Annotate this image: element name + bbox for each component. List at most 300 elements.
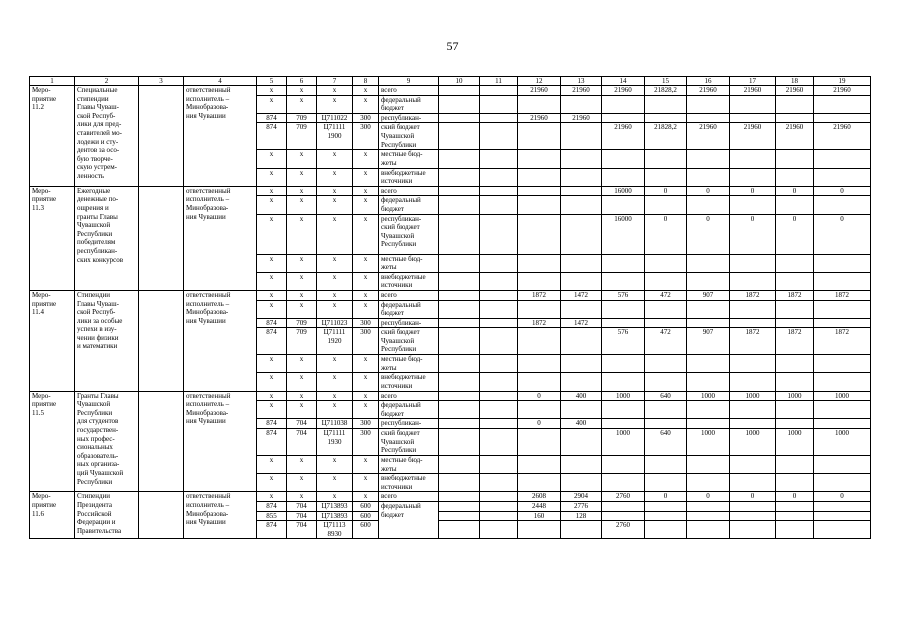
value-cell — [814, 419, 871, 429]
value-cell: 21960 — [730, 123, 776, 150]
value-cell: 2776 — [561, 502, 602, 512]
value-cell: 0 — [814, 186, 871, 196]
value-cell: 1000 — [602, 429, 645, 456]
funding-source: федеральный бюджет — [379, 401, 439, 419]
value-cell — [687, 511, 730, 521]
value-cell — [561, 123, 602, 150]
value-cell: 0 — [687, 214, 730, 254]
value-cell — [730, 355, 776, 373]
expense-type-code: х — [353, 300, 379, 318]
value-cell — [776, 401, 814, 419]
section-code: х — [287, 401, 317, 419]
value-cell — [730, 150, 776, 168]
grbs-code: х — [257, 290, 287, 300]
table-row — [30, 186, 871, 196]
target-article-code: Ц71111 1930 — [317, 429, 353, 456]
value-cell — [730, 254, 776, 272]
grbs-code: х — [257, 196, 287, 214]
value-cell — [730, 196, 776, 214]
value-cell: 21960 — [561, 86, 602, 96]
value-cell — [814, 318, 871, 328]
value-cell — [561, 254, 602, 272]
funding-source: республикан- — [379, 113, 439, 123]
value-cell — [776, 355, 814, 373]
value-cell — [439, 168, 480, 186]
responsible-executor: ответственный исполнитель – Минобразова- ния Чувашии — [184, 290, 257, 391]
value-cell: 0 — [645, 186, 687, 196]
measure-name: Стипендии Президента Российской Федерации и Правительства — [75, 492, 139, 539]
responsible-executor: ответственный исполнитель – Минобразова- ния Чувашии — [184, 186, 257, 290]
value-cell — [730, 113, 776, 123]
value-cell: 16000 — [602, 214, 645, 254]
column-number: 11 — [480, 77, 518, 86]
target-article-code: Ц711022 — [317, 113, 353, 123]
section-code: х — [287, 186, 317, 196]
value-cell — [730, 401, 776, 419]
value-cell — [439, 254, 480, 272]
value-cell — [561, 300, 602, 318]
value-cell — [518, 95, 561, 113]
funding-source: всего — [379, 391, 439, 401]
value-cell — [730, 373, 776, 391]
value-cell: 0 — [730, 214, 776, 254]
grbs-code: х — [257, 95, 287, 113]
grbs-code: 874 — [257, 419, 287, 429]
value-cell — [561, 196, 602, 214]
value-cell — [439, 419, 480, 429]
value-cell — [480, 300, 518, 318]
value-cell — [602, 419, 645, 429]
section-code: 704 — [287, 419, 317, 429]
funding-source: местные бюд- жеты — [379, 150, 439, 168]
column-number: 8 — [353, 77, 379, 86]
grbs-code: х — [257, 474, 287, 492]
value-cell — [776, 511, 814, 521]
value-cell: 1000 — [776, 429, 814, 456]
value-cell — [687, 521, 730, 539]
value-cell — [730, 521, 776, 539]
value-cell: 21828,2 — [645, 123, 687, 150]
value-cell — [561, 328, 602, 355]
grbs-code: х — [257, 373, 287, 391]
value-cell — [518, 168, 561, 186]
grbs-code: х — [257, 272, 287, 290]
target-article-code: х — [317, 373, 353, 391]
funding-source: местные бюд- жеты — [379, 254, 439, 272]
value-cell — [561, 474, 602, 492]
funding-source: республикан- — [379, 419, 439, 429]
funding-source: ский бюджет Чувашской Республики — [379, 429, 439, 456]
value-cell: 400 — [561, 391, 602, 401]
target-article-code: х — [317, 150, 353, 168]
value-cell — [480, 186, 518, 196]
target-article-code: х — [317, 401, 353, 419]
section-code: 704 — [287, 429, 317, 456]
value-cell — [439, 95, 480, 113]
value-cell — [602, 168, 645, 186]
value-cell — [439, 272, 480, 290]
target-article-code: х — [317, 492, 353, 502]
value-cell: 1000 — [730, 391, 776, 401]
value-cell — [518, 355, 561, 373]
value-cell — [776, 168, 814, 186]
value-cell — [776, 196, 814, 214]
expense-type-code: 300 — [353, 328, 379, 355]
value-cell: 576 — [602, 328, 645, 355]
funding-source: местные бюд- жеты — [379, 456, 439, 474]
value-cell — [480, 429, 518, 456]
grbs-code: х — [257, 186, 287, 196]
funding-source: федеральный бюджет — [379, 300, 439, 318]
value-cell: 160 — [518, 511, 561, 521]
value-cell — [518, 150, 561, 168]
value-cell: 21960 — [518, 113, 561, 123]
value-cell — [645, 150, 687, 168]
value-cell — [645, 521, 687, 539]
value-cell — [602, 272, 645, 290]
value-cell: 640 — [645, 429, 687, 456]
value-cell — [687, 272, 730, 290]
value-cell — [776, 502, 814, 512]
column-number: 1 — [30, 77, 75, 86]
target-article-code: Ц71113 8930 — [317, 521, 353, 539]
value-cell — [687, 355, 730, 373]
funding-source: всего — [379, 186, 439, 196]
value-cell — [480, 196, 518, 214]
section-code: х — [287, 272, 317, 290]
measure-id: Меро- приятие 11.4 — [30, 290, 75, 391]
goal-indicator — [139, 86, 184, 187]
value-cell — [480, 492, 518, 502]
value-cell: 1472 — [561, 290, 602, 300]
value-cell — [602, 318, 645, 328]
value-cell — [814, 355, 871, 373]
value-cell — [730, 419, 776, 429]
value-cell: 400 — [561, 419, 602, 429]
value-cell — [776, 474, 814, 492]
value-cell — [439, 391, 480, 401]
value-cell — [480, 168, 518, 186]
expense-type-code: 600 — [353, 521, 379, 539]
value-cell — [814, 254, 871, 272]
measure-id: Меро- приятие 11.2 — [30, 86, 75, 187]
expense-type-code: х — [353, 373, 379, 391]
value-cell — [730, 511, 776, 521]
value-cell — [687, 419, 730, 429]
value-cell — [439, 113, 480, 123]
grbs-code: х — [257, 300, 287, 318]
value-cell — [561, 401, 602, 419]
column-number: 17 — [730, 77, 776, 86]
value-cell — [687, 300, 730, 318]
value-cell — [439, 328, 480, 355]
target-article-code: х — [317, 391, 353, 401]
value-cell — [645, 113, 687, 123]
target-article-code: х — [317, 300, 353, 318]
grbs-code: х — [257, 150, 287, 168]
value-cell: 21960 — [687, 123, 730, 150]
value-cell — [480, 290, 518, 300]
expense-type-code: 300 — [353, 123, 379, 150]
funding-source: всего — [379, 290, 439, 300]
value-cell — [439, 290, 480, 300]
value-cell: 0 — [776, 186, 814, 196]
column-number: 18 — [776, 77, 814, 86]
measure-id: Меро- приятие 11.6 — [30, 492, 75, 539]
value-cell: 21960 — [776, 86, 814, 96]
value-cell: 21960 — [602, 123, 645, 150]
value-cell — [602, 150, 645, 168]
value-cell: 1872 — [730, 290, 776, 300]
funding-source: ский бюджет Чувашской Республики — [379, 328, 439, 355]
value-cell — [730, 168, 776, 186]
value-cell — [439, 196, 480, 214]
expense-type-code: х — [353, 95, 379, 113]
value-cell: 0 — [687, 492, 730, 502]
value-cell — [480, 511, 518, 521]
value-cell — [561, 214, 602, 254]
expense-type-code: х — [353, 391, 379, 401]
section-code: 709 — [287, 113, 317, 123]
value-cell — [814, 373, 871, 391]
column-number: 15 — [645, 77, 687, 86]
value-cell — [645, 318, 687, 328]
value-cell: 0 — [518, 419, 561, 429]
value-cell: 1872 — [814, 290, 871, 300]
section-code: 704 — [287, 502, 317, 512]
funding-source: федеральный бюджет — [379, 196, 439, 214]
value-cell — [480, 113, 518, 123]
section-code: х — [287, 86, 317, 96]
table-row — [30, 492, 871, 502]
column-number: 6 — [287, 77, 317, 86]
column-number: 19 — [814, 77, 871, 86]
value-cell — [814, 521, 871, 539]
value-cell — [645, 95, 687, 113]
value-cell — [602, 502, 645, 512]
grbs-code: х — [257, 401, 287, 419]
value-cell: 0 — [776, 492, 814, 502]
column-number: 9 — [379, 77, 439, 86]
expense-type-code: 300 — [353, 419, 379, 429]
value-cell — [439, 150, 480, 168]
target-article-code: х — [317, 272, 353, 290]
value-cell: 0 — [518, 391, 561, 401]
measure-name: Специальные стипендии Главы Чуваш- ской Респуб- лики для пред- ставителей мо- лодежи и сту- дентов за осо- бую творче- скую устрем- ленность — [75, 86, 139, 187]
value-cell — [602, 355, 645, 373]
value-cell: 907 — [687, 328, 730, 355]
value-cell — [645, 401, 687, 419]
value-cell — [439, 401, 480, 419]
measure-name: Стипендии Главы Чуваш- ской Респуб- лики за особые успехи в изу- чении физики и математики — [75, 290, 139, 391]
value-cell — [602, 401, 645, 419]
value-cell — [730, 456, 776, 474]
section-code: х — [287, 196, 317, 214]
value-cell — [561, 95, 602, 113]
value-cell — [439, 456, 480, 474]
value-cell: 0 — [730, 186, 776, 196]
table-row — [30, 391, 871, 401]
value-cell — [602, 196, 645, 214]
funding-source: внебюджетные источники — [379, 272, 439, 290]
value-cell — [776, 95, 814, 113]
target-article-code: х — [317, 456, 353, 474]
expense-type-code: х — [353, 186, 379, 196]
value-cell: 576 — [602, 290, 645, 300]
value-cell — [687, 196, 730, 214]
funding-source: республикан- ский бюджет Чувашской Республики — [379, 214, 439, 254]
column-number: 2 — [75, 77, 139, 86]
value-cell — [687, 150, 730, 168]
value-cell — [645, 272, 687, 290]
expense-type-code: х — [353, 474, 379, 492]
value-cell — [602, 254, 645, 272]
value-cell — [645, 254, 687, 272]
value-cell — [730, 95, 776, 113]
value-cell — [439, 86, 480, 96]
value-cell: 2904 — [561, 492, 602, 502]
goal-indicator — [139, 290, 184, 391]
goal-indicator — [139, 186, 184, 290]
value-cell — [561, 429, 602, 456]
expense-type-code: 300 — [353, 318, 379, 328]
grbs-code: х — [257, 86, 287, 96]
grbs-code: 874 — [257, 429, 287, 456]
value-cell: 472 — [645, 328, 687, 355]
value-cell — [687, 401, 730, 419]
responsible-executor: ответственный исполнитель – Минобразова- ния Чувашии — [184, 391, 257, 492]
value-cell — [776, 318, 814, 328]
value-cell: 16000 — [602, 186, 645, 196]
section-code: х — [287, 391, 317, 401]
value-cell — [439, 474, 480, 492]
value-cell — [645, 502, 687, 512]
column-number: 4 — [184, 77, 257, 86]
value-cell: 1000 — [602, 391, 645, 401]
value-cell — [645, 168, 687, 186]
column-number-row — [30, 77, 871, 86]
value-cell: 1000 — [814, 429, 871, 456]
grbs-code: 855 — [257, 511, 287, 521]
expense-type-code: х — [353, 492, 379, 502]
expense-type-code: х — [353, 272, 379, 290]
expense-type-code: х — [353, 355, 379, 373]
target-article-code: х — [317, 95, 353, 113]
target-article-code: х — [317, 355, 353, 373]
target-article-code: х — [317, 186, 353, 196]
value-cell: 21960 — [776, 123, 814, 150]
value-cell — [480, 373, 518, 391]
grbs-code: х — [257, 254, 287, 272]
value-cell — [480, 355, 518, 373]
value-cell — [480, 214, 518, 254]
section-code: х — [287, 95, 317, 113]
grbs-code: 874 — [257, 502, 287, 512]
value-cell — [730, 300, 776, 318]
value-cell — [730, 272, 776, 290]
value-cell — [480, 456, 518, 474]
value-cell — [814, 401, 871, 419]
section-code: 709 — [287, 318, 317, 328]
section-code: х — [287, 474, 317, 492]
grbs-code: х — [257, 355, 287, 373]
value-cell: 1872 — [814, 328, 871, 355]
value-cell: 1872 — [730, 328, 776, 355]
expense-type-code: 300 — [353, 113, 379, 123]
target-article-code: Ц71111 1920 — [317, 328, 353, 355]
value-cell — [480, 474, 518, 492]
responsible-executor: ответственный исполнитель – Минобразова- ния Чувашии — [184, 492, 257, 539]
value-cell: 1872 — [776, 328, 814, 355]
column-number: 5 — [257, 77, 287, 86]
budget-table — [29, 76, 871, 539]
value-cell — [776, 521, 814, 539]
value-cell: 0 — [730, 492, 776, 502]
value-cell: 21960 — [561, 113, 602, 123]
value-cell — [480, 391, 518, 401]
grbs-code: х — [257, 214, 287, 254]
expense-type-code: 300 — [353, 429, 379, 456]
funding-source: всего — [379, 492, 439, 502]
target-article-code: Ц711038 — [317, 419, 353, 429]
column-number: 3 — [139, 77, 184, 86]
grbs-code: 874 — [257, 123, 287, 150]
expense-type-code: х — [353, 168, 379, 186]
section-code: х — [287, 456, 317, 474]
expense-type-code: х — [353, 290, 379, 300]
value-cell — [561, 168, 602, 186]
target-article-code: х — [317, 290, 353, 300]
value-cell — [730, 474, 776, 492]
section-code: х — [287, 214, 317, 254]
value-cell: 21960 — [730, 86, 776, 96]
value-cell: 21960 — [687, 86, 730, 96]
responsible-executor: ответственный исполнитель – Минобразова- ния Чувашии — [184, 86, 257, 187]
value-cell — [814, 300, 871, 318]
value-cell — [687, 474, 730, 492]
section-code: х — [287, 373, 317, 391]
value-cell — [439, 123, 480, 150]
column-number: 12 — [518, 77, 561, 86]
value-cell — [645, 196, 687, 214]
column-number: 13 — [561, 77, 602, 86]
section-code: х — [287, 290, 317, 300]
target-article-code: х — [317, 214, 353, 254]
value-cell — [518, 373, 561, 391]
value-cell: 0 — [814, 214, 871, 254]
value-cell — [518, 456, 561, 474]
value-cell — [602, 474, 645, 492]
value-cell: 1000 — [776, 391, 814, 401]
value-cell — [518, 401, 561, 419]
value-cell — [776, 456, 814, 474]
grbs-code: х — [257, 168, 287, 186]
value-cell — [645, 456, 687, 474]
value-cell — [814, 168, 871, 186]
value-cell: 0 — [776, 214, 814, 254]
value-cell — [687, 456, 730, 474]
value-cell — [776, 300, 814, 318]
funding-source: всего — [379, 86, 439, 96]
section-code: 704 — [287, 511, 317, 521]
value-cell — [561, 456, 602, 474]
funding-source: федеральный бюджет — [379, 502, 439, 539]
value-cell — [776, 254, 814, 272]
value-cell — [480, 521, 518, 539]
value-cell — [602, 113, 645, 123]
value-cell — [814, 95, 871, 113]
value-cell: 2760 — [602, 492, 645, 502]
